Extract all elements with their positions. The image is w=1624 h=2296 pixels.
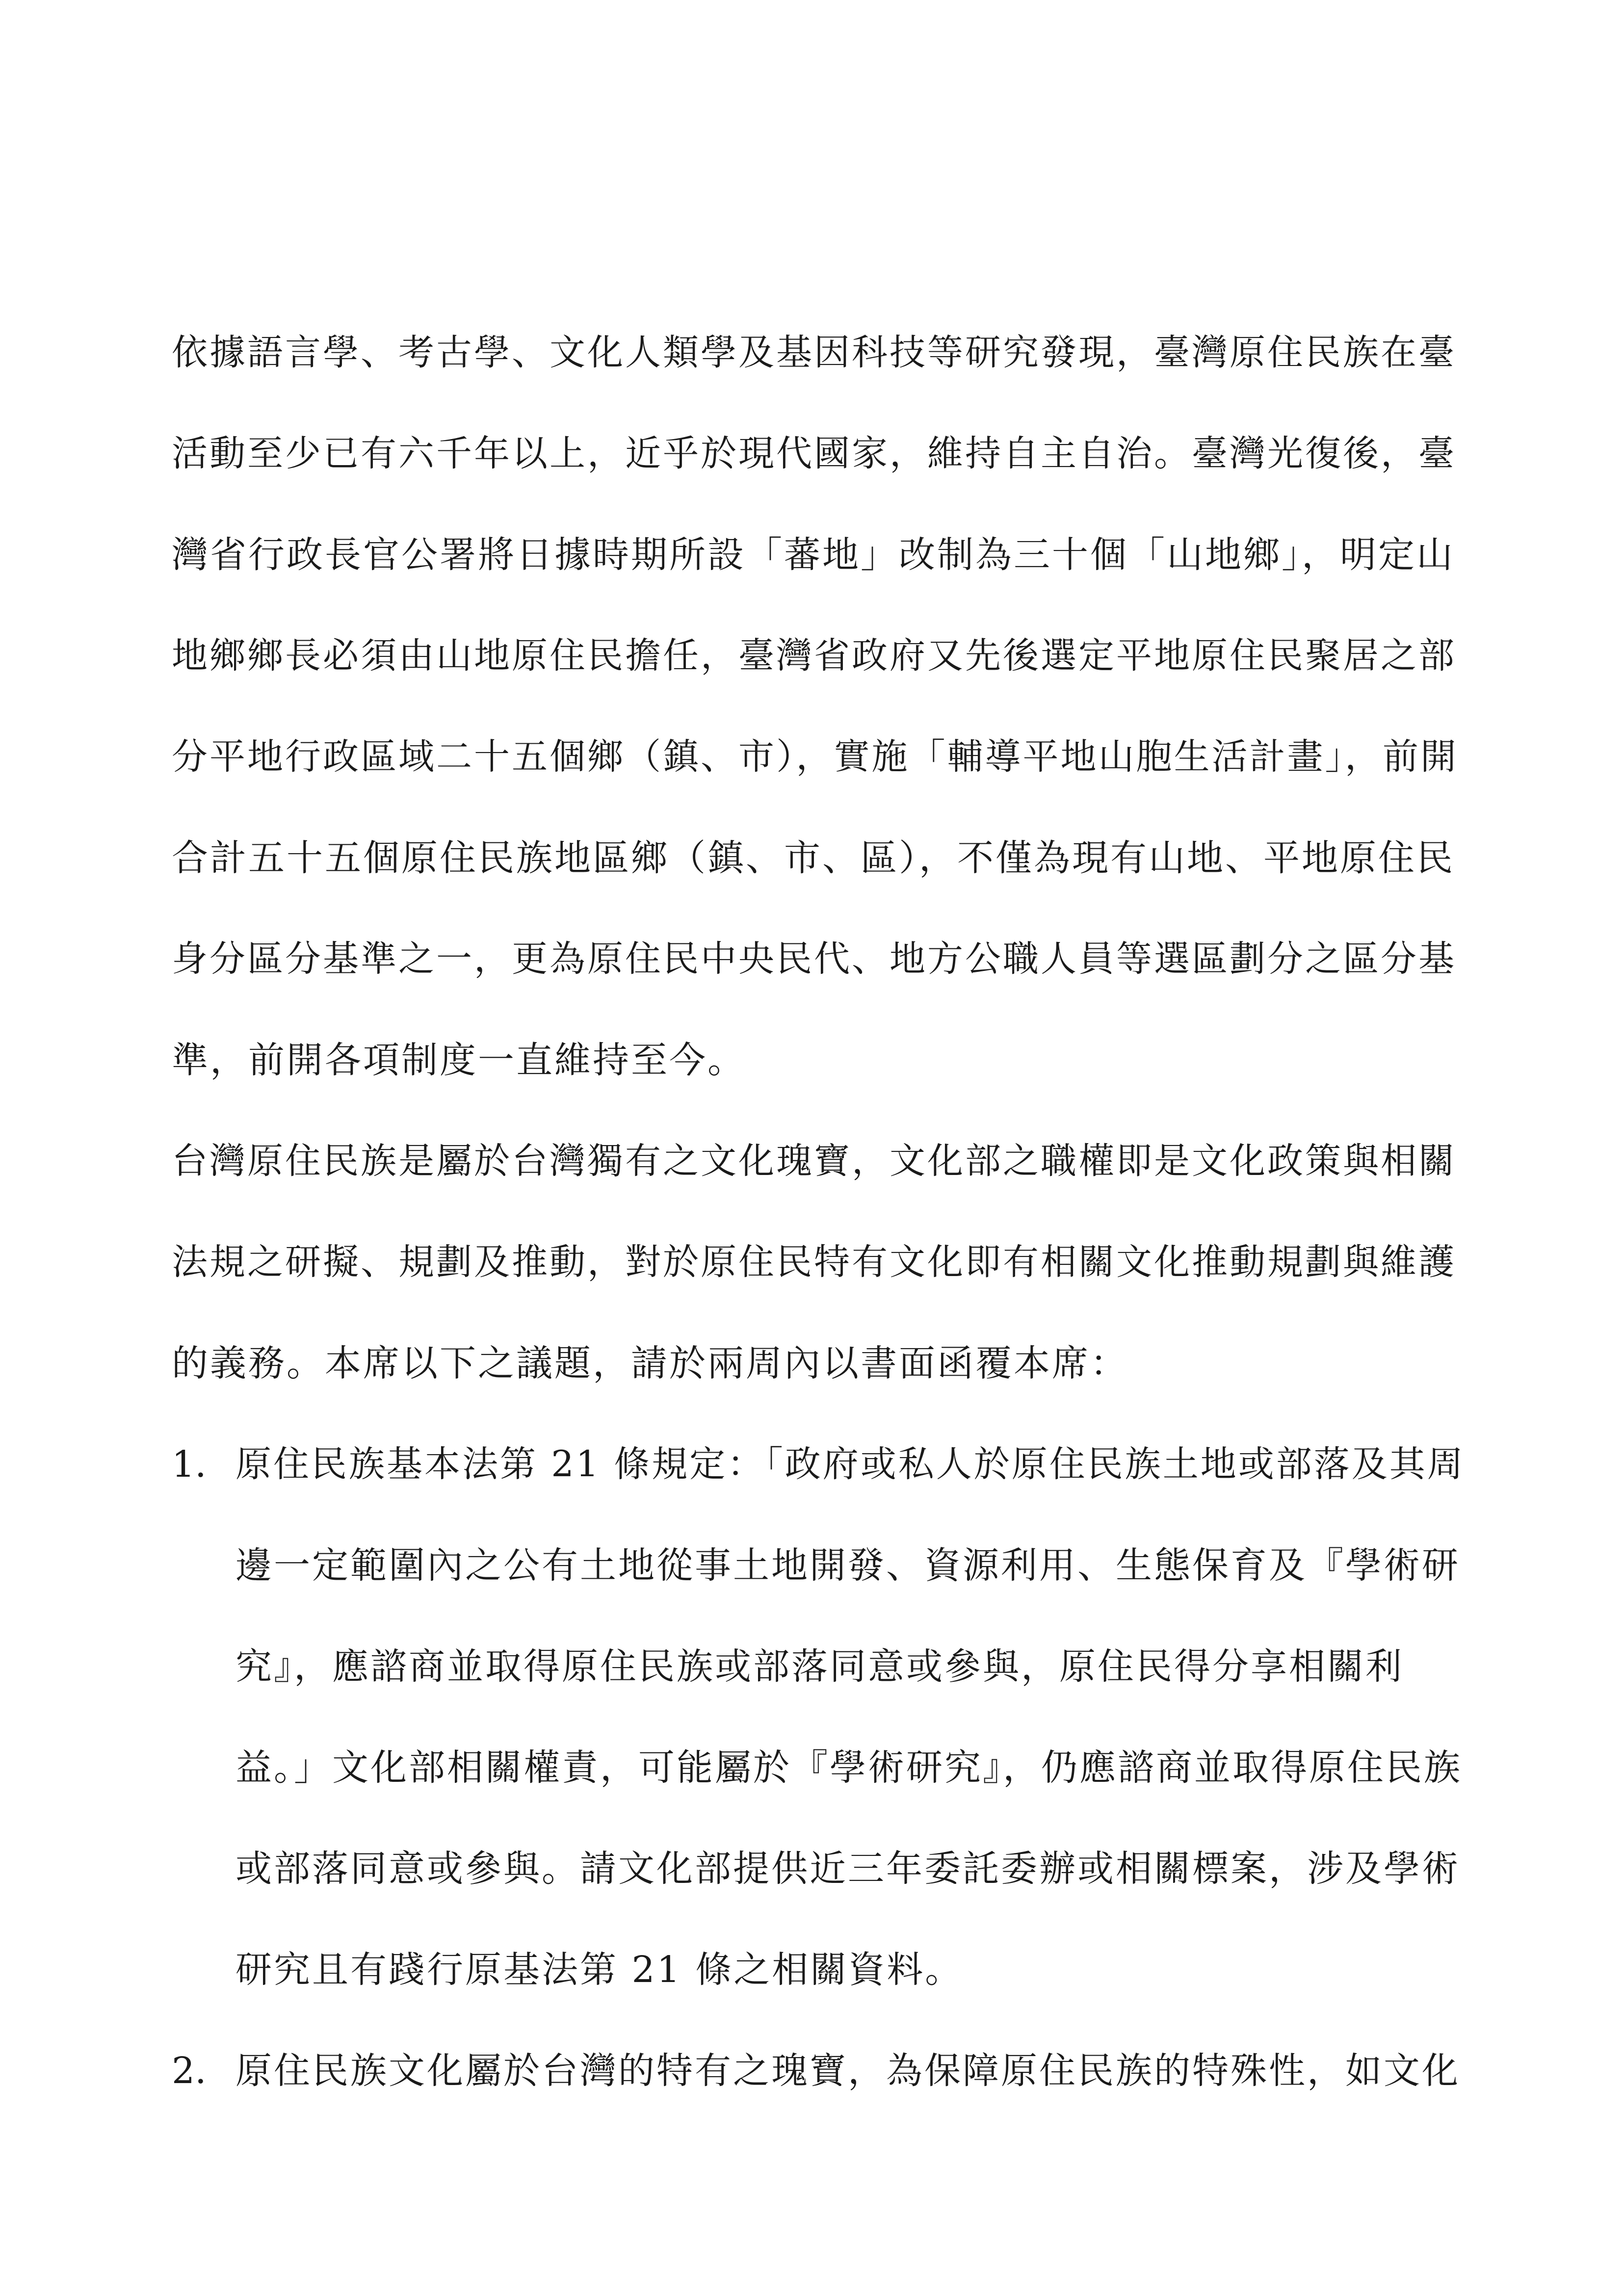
list-item-number: 1. xyxy=(172,1443,207,1486)
text-line: 究』，應諮商並取得原住民族或部落同意或參與，原住民得分享相關利 xyxy=(236,1645,1404,1688)
text-line: 或部落同意或參與。請文化部提供近三年委託委辦或相關標案，涉及學術 xyxy=(236,1848,1460,1890)
text-line: 原住民族基本法第 21 條規定：「政府或私人於原住民族土地或部落及其周 xyxy=(236,1443,1465,1485)
text-line: 身分區分基準之一，更為原住民中央民代、地方公職人員等選區劃分之區分基 xyxy=(172,938,1456,980)
text-line: 台灣原住民族是屬於台灣獨有之文化瑰寶，文化部之職權即是文化政策與相關 xyxy=(172,1140,1456,1182)
text-line: 地鄉鄉長必須由山地原住民擔任，臺灣省政府又先後選定平地原住民聚居之部 xyxy=(172,635,1456,677)
text-line: 灣省行政長官公署將日據時期所設「蕃地」改制為三十個「山地鄉」，明定山 xyxy=(172,534,1455,576)
text-line: 合計五十五個原住民族地區鄉（鎮、市、區），不僅為現有山地、平地原住民 xyxy=(172,837,1455,879)
text-line: 邊一定範圍內之公有土地從事土地開發、資源利用、生態保育及『學術研 xyxy=(236,1544,1460,1587)
text-line: 活動至少已有六千年以上，近乎於現代國家，維持自主自治。臺灣光復後，臺 xyxy=(172,433,1456,474)
text-line: 的義務。本席以下之議題，請於兩周內以書面函覆本席： xyxy=(172,1342,1128,1384)
text-line: 益。」文化部相關權責，可能屬於『學術研究』，仍應諮商並取得原住民族 xyxy=(236,1747,1462,1789)
text-line: 準，前開各項制度一直維持至今。 xyxy=(172,1039,746,1081)
text-line: 法規之研擬、規劃及推動，對於原住民特有文化即有相關文化推動規劃與維護 xyxy=(172,1241,1456,1283)
list-item-number: 2. xyxy=(172,2050,207,2092)
text-line: 研究且有踐行原基法第 21 條之相關資料。 xyxy=(236,1949,964,1991)
text-line: 原住民族文化屬於台灣的特有之瑰寶，為保障原住民族的特殊性，如文化 xyxy=(236,2050,1460,2092)
text-line: 依據語言學、考古學、文化人類學及基因科技等研究發現，臺灣原住民族在臺 xyxy=(172,332,1456,373)
text-line: 分平地行政區域二十五個鄉（鎮、市），實施「輔導平地山胞生活計畫」，前開 xyxy=(172,736,1458,778)
